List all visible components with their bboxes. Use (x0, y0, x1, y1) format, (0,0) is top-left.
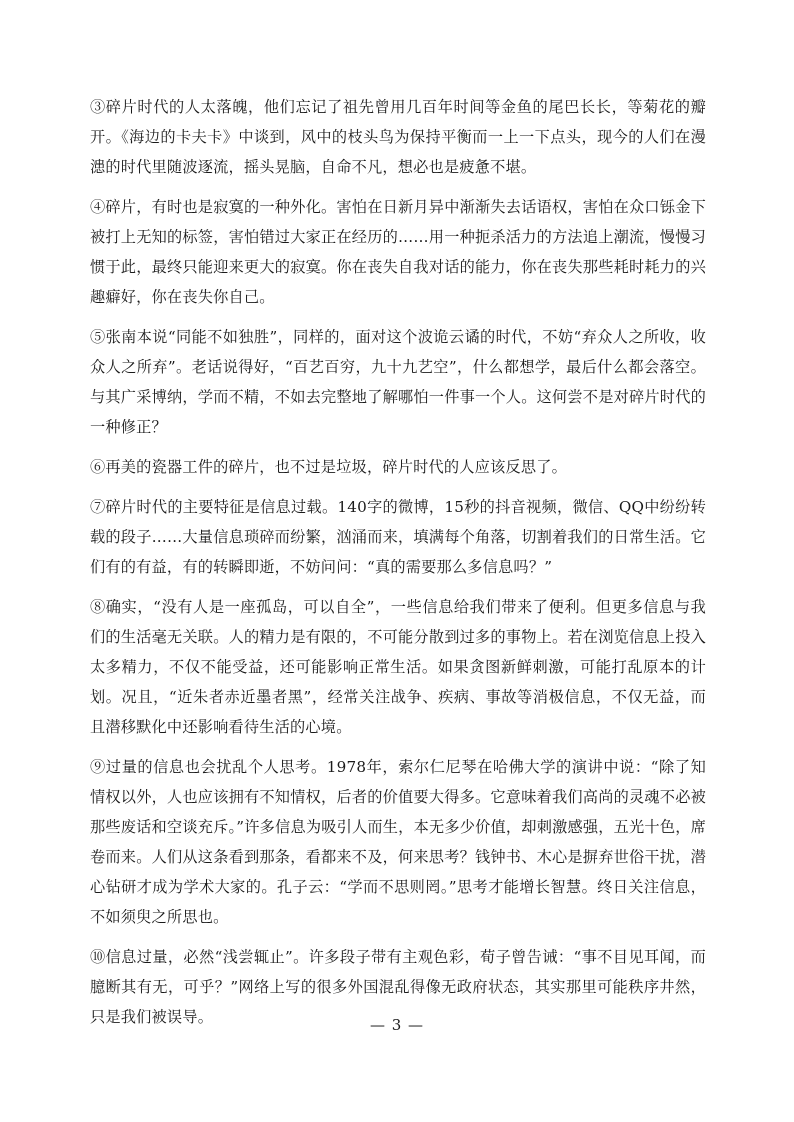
paragraph-6: ⑥再美的瓷器工件的碎片，也不过是垃圾，碎片时代的人应该反思了。 (90, 458, 568, 476)
paragraph-3: ③碎片时代的人太落魄，他们忘记了祖先曾用几百年时间等金鱼的尾巴长长，等菊花的瓣开。《海边的卡夫卡》中谈到，风中的枝头鸟为保持平衡而一上一下点头，现今的人们在漫漶的时代里随波逐流，摇头晃脑，自命不凡，想必也是疲惫不堪。 (90, 98, 706, 176)
page-number: — 3 — (369, 1016, 425, 1034)
document-body (90, 92, 706, 1042)
paragraph-9: ⑨过量的信息也会扰乱个人思考。1978年，索尔仁尼琴在哈佛大学的演讲中说：“除了知情权以外，人也应该拥有不知情权，后者的价值要大得多。它意味着我们高尚的灵魂不必被那些废话和空谈充斥。”许多信息为吸引人而生，本无多少价值，却刺激感强，五光十色，席卷而来。人们从这条看到那条，看都来不及，何来思考？钱钟书、木心是摒弃世俗干扰，潜心钻研才成为学术大家的。孔子云：“学而不思则罔。”思考才能增长智慧。终日关注信息，不如须臾之所思也。 (90, 758, 706, 926)
paragraph-7: ⑦碎片时代的主要特征是信息过载。140字的微博，15秒的抖音视频，微信、QQ中纷纷转载的段子……大量信息琐碎而纷繁，汹涌而来，填满每个角落，切割着我们的日常生活。它们有的有益，有的转瞬即逝，不妨问问：“真的需要那么多信息吗？” (90, 498, 706, 576)
paragraph-5: ⑤张南本说“同能不如独胜”，同样的，面对这个波诡云谲的时代，不妨“弃众人之所收，收众人之所弃”。老话说得好，“百艺百穷，九十九艺空”，什么都想学，最后什么都会落空。与其广采博纳，学而不精，不如去完整地了解哪怕一件事一个人。这何尝不是对碎片时代的一种修正？ (90, 328, 706, 436)
paragraph-10: ⑩信息过量，必然“浅尝辄止”。许多段子带有主观色彩，荀子曾告诫：“事不目见耳闻，而臆断其有无，可乎？”网络上写的很多外国混乱得像无政府状态，其实那里可能秩序井然，只是我们被误导。 (90, 948, 706, 1026)
paragraph-4: ④碎片，有时也是寂寞的一种外化。害怕在日新月异中渐渐失去话语权，害怕在众口铄金下被打上无知的标签，害怕错过大家正在经历的……用一种扼杀活力的方法追上潮流，慢慢习惯于此，最终只能迎来更大的寂寞。你在丧失自我对话的能力，你在丧失那些耗时耗力的兴趣癖好，你在丧失你自己。 (90, 198, 706, 306)
paragraph-8: ⑧确实，“没有人是一座孤岛，可以自全”，一些信息给我们带来了便利。但更多信息与我们的生活毫无关联。人的精力是有限的，不可能分散到过多的事物上。若在浏览信息上投入太多精力，不仅不能受益，还可能影响正常生活。如果贪图新鲜刺激，可能打乱原本的计划。况且，“近朱者赤近墨者黑”，经常关注战争、疾病、事故等消极信息，不仅无益，而且潜移默化中还影响看待生活的心境。 (90, 598, 706, 736)
